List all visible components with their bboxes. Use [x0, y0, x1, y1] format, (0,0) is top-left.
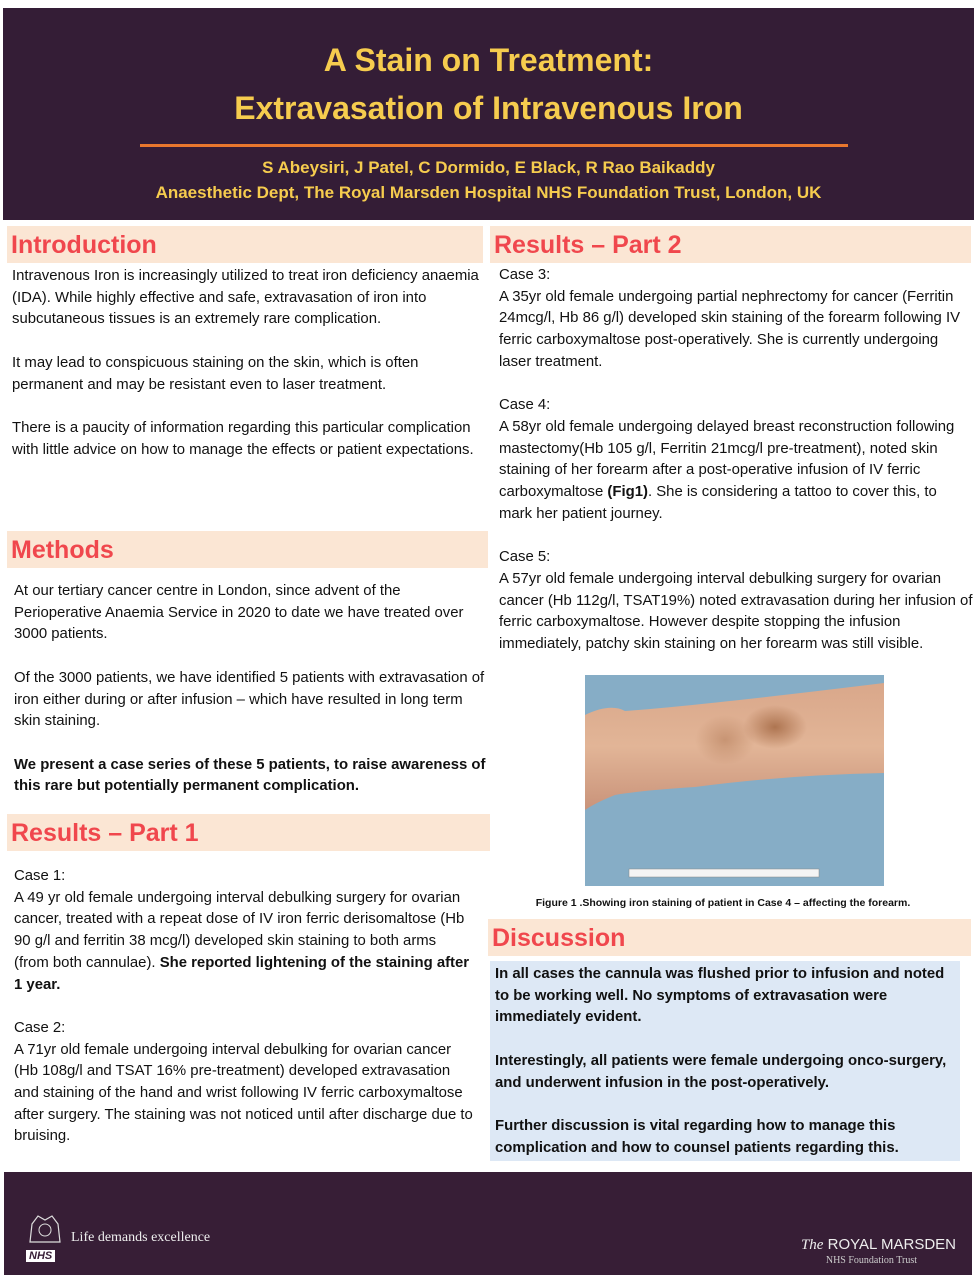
- methods-text: [14, 581, 490, 798]
- case-text: A 49 yr old female undergoing interval debulking surgery for ovarian cancer, treated with a repeat dose of IV iron ferric derisomaltose (Hb 90 g/l and ferritin 38 mcg/l) developed skin staining to both arms (from both cannulae).: [14, 889, 465, 971]
- paragraph: There is a paucity of information regarding this particular complication with little advice on how to manage the effects or patient expectations.: [12, 419, 474, 458]
- royal-marsden-logo: [801, 1236, 956, 1254]
- logo-subtitle: NHS Foundation Trust: [825, 1255, 917, 1266]
- results-part1-text: [14, 866, 474, 1148]
- discussion-heading: Discussion: [488, 919, 971, 956]
- paragraph: Of the 3000 patients, we have identified 5 patients with extravasation of iron either during or after infusion – which have resulted in long term skin staining.: [14, 669, 485, 730]
- figure-reference: (Fig1): [607, 484, 648, 501]
- paragraph: At our tertiary cancer centre in London, since advent of the Perioperative Anaemia Service in 2020 to date we have treated over 3000 patients.: [14, 583, 464, 643]
- paragraph: Intravenous Iron is increasingly utilized to treat iron deficiency anaemia (IDA). While highly effective and safe, extravasation of iron into subcutaneous tissues is an extremely rare complication.: [12, 268, 479, 328]
- nhs-logo: NHS: [26, 1250, 55, 1262]
- poster-footer: [4, 1172, 972, 1275]
- authors: S Abeysiri, J Patel, C Dormido, E Black, R Rao Baikaddy: [262, 158, 715, 177]
- figure-caption: Figure 1 .Showing iron staining of patient in Case 4 – affecting the forearm.: [535, 897, 911, 909]
- paragraph: Interestingly, all patients were female undergoing onco-surgery, and underwent infusion in the post-operatively.: [495, 1052, 947, 1091]
- paragraph: In all cases the cannula was flushed prior to infusion and noted to be working well. No symptoms of extravasation were immediately evident.: [495, 966, 945, 1026]
- coat-of-arms-icon: [22, 1212, 68, 1246]
- case-label: Case 2:: [14, 1019, 66, 1036]
- case-text: A 57yr old female undergoing interval debulking surgery for ovarian cancer (Hb 112g/l, TSAT19%) noted extravasation during her infusion of ferric carboxymaltose. However despite stopping the infusion immediately, patchy skin staining on her forearm was still visible.: [499, 570, 973, 652]
- introduction-heading: Introduction: [7, 226, 483, 263]
- results-part1-heading: Results – Part 1: [7, 814, 490, 851]
- case-text: A 35yr old female undergoing partial nephrectomy for cancer (Ferritin 24mcg/l, Hb 86 g/l) developed skin staining of the forearm following IV ferric carboxymaltose post-operatively. She is currently undergoing laser treatment.: [499, 288, 961, 370]
- paragraph-bold: We present a case series of these 5 patients, to raise awareness of this rare but potentially permanent complication.: [14, 756, 486, 795]
- paragraph: It may lead to conspicuous staining on the skin, which is often permanent and may be resistant even to laser treatment.: [12, 354, 419, 393]
- logo-name: ROYAL MARSDEN: [827, 1236, 956, 1253]
- paragraph: Further discussion is vital regarding how to manage this complication and how to counsel patients regarding this.: [495, 1117, 899, 1156]
- case-text: A 58yr old female undergoing delayed breast reconstruction following mastectomy(Hb 105 g/l, Ferritin 21mcg/l pre-treatment), noted skin staining of her forearm after a post-operative infusion of IV ferric carboxymaltose: [499, 418, 955, 501]
- case-label: Case 5:: [499, 549, 551, 566]
- logo-the: The: [800, 1237, 824, 1253]
- case-label: Case 4:: [499, 397, 551, 414]
- forearm-photo: [585, 675, 884, 886]
- affiliation: Anaesthetic Dept, The Royal Marsden Hospital NHS Foundation Trust, London, UK: [155, 183, 822, 202]
- title-line-2: Extravasation of Intravenous Iron: [234, 90, 743, 126]
- poster-header: [3, 8, 974, 220]
- case-label: Case 1:: [14, 868, 66, 884]
- results-part2-heading: Results – Part 2: [490, 226, 971, 263]
- case-text: A 71yr old female undergoing interval debulking for ovarian cancer (Hb 108g/l and TSAT 16% pre-treatment) developed extravasation and staining of the hand and wrist following IV ferric carboxymaltose after surgery. The staining was not noticed until after discharge due to bruising.: [14, 1041, 473, 1145]
- introduction-text: [12, 266, 482, 461]
- case-label: Case 3:: [499, 267, 551, 283]
- case-text-bold: She reported lightening of the staining after 1 year.: [14, 954, 470, 993]
- ruler: [629, 869, 819, 877]
- case-text: . She is considering a tattoo to cover this, to mark her patient journey.: [499, 484, 937, 522]
- footer-tagline: Life demands excellence: [71, 1230, 211, 1245]
- title-line-1: A Stain on Treatment:: [323, 42, 654, 78]
- discussion-text: [490, 961, 960, 1161]
- title-divider: [140, 144, 848, 147]
- methods-heading: Methods: [7, 531, 488, 568]
- results-part2-text: [499, 265, 973, 656]
